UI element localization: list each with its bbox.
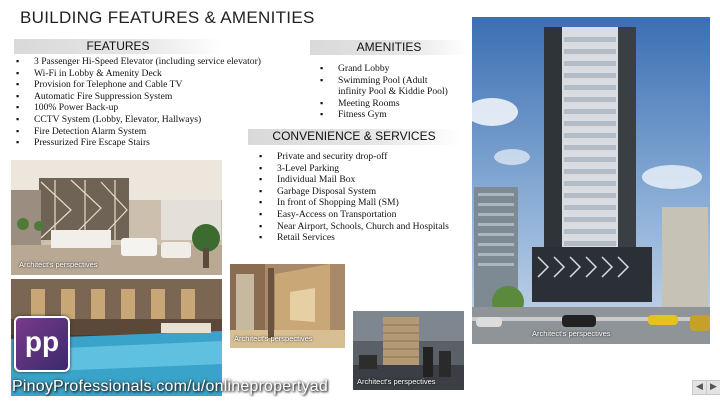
amenities-heading-band	[310, 40, 468, 55]
convenience-list	[259, 151, 449, 244]
lobby-caption: Architect's perspectives	[19, 260, 98, 269]
features-item: ▪ Automatic Fire Suppression System	[16, 91, 261, 103]
convenience-heading-band	[248, 129, 460, 145]
site-logo[interactable]	[14, 316, 70, 372]
features-item: ▪ Provision for Telephone and Cable TV	[16, 79, 261, 91]
gym-photo	[353, 311, 464, 390]
convenience-item: ▪ Private and security drop-off	[259, 151, 449, 163]
features-item: ▪ CCTV System (Lobby, Elevator, Hallways)	[16, 114, 261, 126]
lobby-illustration	[11, 160, 222, 275]
convenience-item: ▪ Easy-Access on Transportation	[259, 209, 449, 221]
tower-illustration	[472, 17, 710, 344]
hallway-caption: Architect's perspectives	[234, 334, 313, 343]
convenience-item: ▪ In front of Shopping Mall (SM)	[259, 197, 449, 209]
amenities-heading: AMENITIES	[356, 40, 422, 54]
features-item: ▪ 100% Power Back-up	[16, 102, 261, 114]
features-item: ▪ 3 Passenger Hi-Speed Elevator (including service elevator)	[16, 56, 261, 68]
features-list	[16, 56, 261, 149]
convenience-item: ▪ Individual Mail Box	[259, 174, 449, 186]
lobby-photo	[11, 160, 222, 275]
logo-text: pp	[24, 326, 60, 357]
amenities-list	[320, 63, 448, 121]
next-slide-button[interactable]: ▶	[706, 380, 720, 395]
amenities-item: ▪ Swimming Pool (Adult	[320, 75, 448, 87]
convenience-item: ▪ Retail Services	[259, 232, 449, 244]
page-title: BUILDING FEATURES & AMENITIES	[20, 8, 315, 27]
amenities-item: ▪ Grand Lobby	[320, 63, 448, 75]
convenience-item: ▪ 3-Level Parking	[259, 163, 449, 175]
prev-slide-button[interactable]: ◀	[692, 380, 707, 395]
tower-photo	[472, 17, 710, 344]
convenience-item: ▪ Garbage Disposal System	[259, 186, 449, 198]
hallway-photo	[230, 264, 345, 348]
features-item: ▪ Fire Detection Alarm System	[16, 126, 261, 138]
amenities-item: ▪ Fitness Gym	[320, 109, 448, 121]
amenities-item: ▪ Meeting Rooms	[320, 98, 448, 110]
convenience-item: ▪ Near Airport, Schools, Church and Hospitals	[259, 221, 449, 233]
features-item: ▪ Pressurized Fire Escape Stairs	[16, 137, 261, 149]
watermark-url[interactable]: PinoyProfessionals.com/u/onlinepropertyad	[12, 378, 328, 395]
convenience-heading: CONVENIENCE & SERVICES	[272, 129, 436, 143]
gym-caption: Architect's perspectives	[357, 377, 436, 386]
features-item: ▪ Wi-Fi in Lobby & Amenity Deck	[16, 68, 261, 80]
features-heading-band	[14, 39, 222, 54]
features-heading: FEATURES	[86, 39, 150, 53]
tower-caption: Architect's perspectives	[532, 329, 611, 338]
amenities-item: infinity Pool & Kiddie Pool)	[338, 86, 448, 98]
